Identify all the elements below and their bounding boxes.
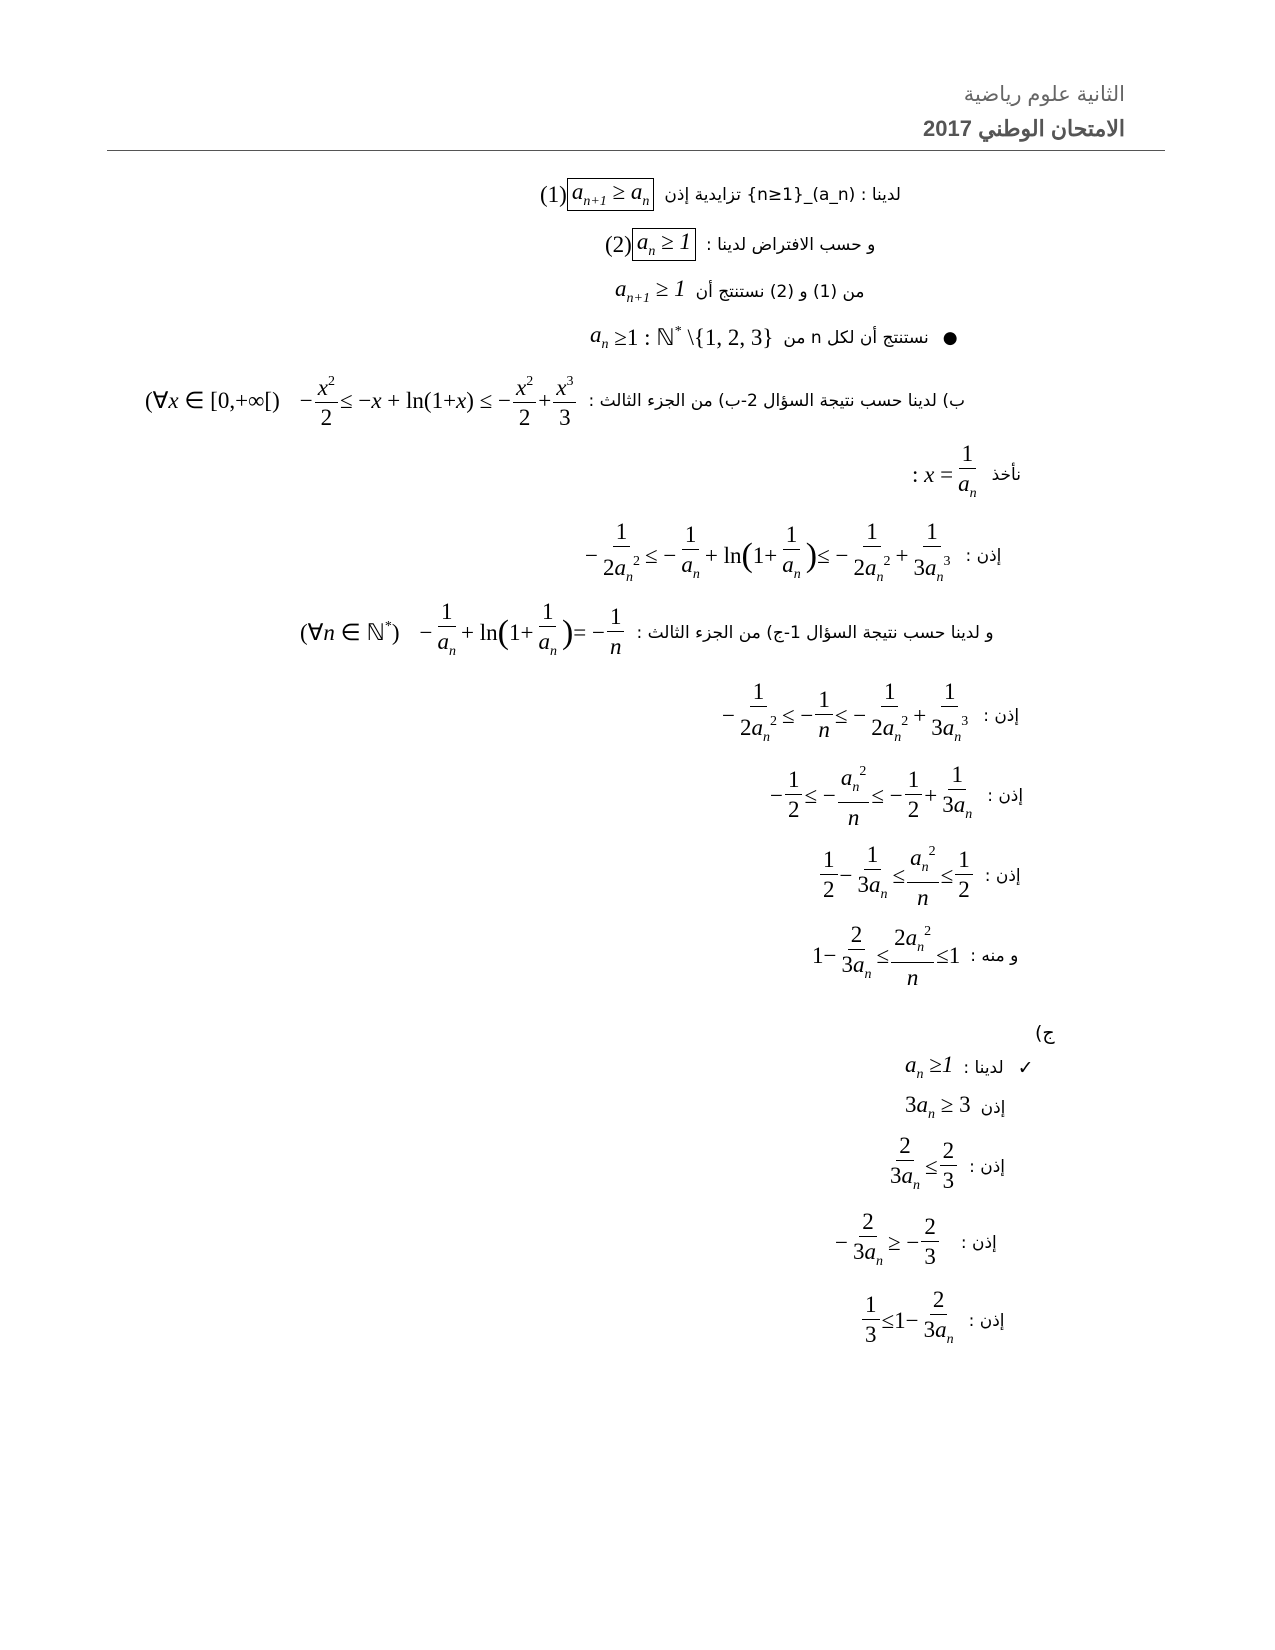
line-c4-text: إذن : (960, 1232, 997, 1253)
line-1: (1) $a_{n+1} \ge a_n$ لدينا : (a_n)_{n≥1} تزايدية إذن (540, 179, 901, 209)
line-b: (∀x ∈ [0,+∞[) − $\frac{x^2}{2}$ ≤ −x + ln(1+x) ≤ − $\frac{x^2}{2}$ + $\frac{x^3}{3}$ ب) لدينا حسب نتيجة السؤال 2-ب) من الجزء الثالث : (145, 368, 965, 433)
line-c1: $a_n \ge 1$ لدينا : ✓ (905, 1052, 1034, 1082)
header-title: الامتحان الوطني 2017 (923, 116, 1125, 141)
line-then-4-text: إذن : (984, 865, 1021, 886)
line-1-text: لدينا : (a_n)_{n≥1} تزايدية إذن (664, 184, 901, 205)
line-then-3-text: إذن : (987, 785, 1024, 806)
line-then-3: − $\frac{1}{2}$ ≤ − $\frac{a_n^2}{n}$ ≤ − $\frac{1}{2}$ + $\frac{1}{3a_n}$ إذن : (770, 758, 1023, 833)
line-2: (2) $a_n \ge 1$ و حسب الافتراض لدينا : (605, 229, 876, 259)
line-hence: 1− $\frac{2}{3a_n}$ ≤ $\frac{2a_n^2}{n}$ ≤1 و منه : (812, 918, 1018, 993)
line-hence-text: و منه : (970, 945, 1019, 966)
line-then-2-text: إذن : (983, 705, 1020, 726)
line-take: : x = $\frac{1}{a_n}$ نأخذ (912, 441, 1021, 501)
line-c3: $\frac{2}{3a_n}$ ≤ $\frac{2}{3}$ إذن : (890, 1133, 1006, 1193)
line-and-text: و لدينا حسب نتيجة السؤال 1-ج) من الجزء الثالث : (636, 622, 994, 643)
header-rule (107, 150, 1165, 151)
section-c-label: ج) (1035, 1022, 1055, 1044)
header-subtitle: الثانية علوم رياضية (963, 83, 1125, 106)
line-c5: $\frac{1}{3}$ ≤1− $\frac{2}{3a_n}$ إذن : (860, 1286, 1005, 1355)
line-4: $a_n$ ≥1 : ℕ* \{1, 2, 3} نستنتج أن لكل n من ● (590, 322, 958, 352)
line-take-text: نأخذ (991, 464, 1021, 485)
line-then-4: $\frac{1}{2}$ − $\frac{1}{3a_n}$ ≤ $\frac{a_n^2}{n}$ ≤ $\frac{1}{2}$ إذن : (818, 838, 1021, 913)
line-c2-text: إذن (980, 1097, 1006, 1118)
line-c3-text: إذن : (969, 1156, 1006, 1177)
bullet-icon: ● (942, 327, 958, 348)
line-and: (∀n ∈ ℕ*) − $\frac{1}{a_n}$ + ln ( 1+ $\frac{1}{a_n}$ ) = − $\frac{1}{n}$ و لدينا حسب نتيجة السؤال 1-ج) من الجزء الثالث : (300, 599, 994, 659)
check-icon: ✓ (1017, 1056, 1034, 1079)
line-3: $a_{n+1} \ge 1$ من (1) و (2) نستنتج أن (615, 276, 865, 306)
line-4-text: نستنتج أن لكل n من (783, 327, 929, 348)
line-2-text: و حسب الافتراض لدينا : (705, 234, 876, 255)
line-c2: $3a_n \ge 3$ إذن (905, 1092, 1006, 1122)
line-b-text: ب) لدينا حسب نتيجة السؤال 2-ب) من الجزء الثالث : (588, 390, 965, 411)
line-then-1: − $\frac{1}{2a_n^2}$ ≤ − $\frac{1}{a_n}$ + ln ( 1+ $\frac{1}{a_n}$ ) ≤ − $\frac{1}{2a_n^2}$ + $\frac{1}{3a_n^3}$ إذن : (585, 519, 1002, 585)
line-c5-text: إذن : (968, 1310, 1005, 1331)
line-then-2: − $\frac{1}{2a_n^2}$ ≤ − $\frac{1}{n}$ ≤ − $\frac{1}{2a_n^2}$ + $\frac{1}{3a_n^3}$ إذن : (722, 679, 1020, 745)
line-c1-text: لدينا : (963, 1057, 1004, 1078)
line-3-text: من (1) و (2) نستنتج أن (695, 281, 865, 302)
line-then-1-text: إذن : (965, 545, 1002, 566)
line-c4: − $\frac{2}{3a_n}$ ≥ − $\frac{2}{3}$ إذن : (835, 1209, 997, 1269)
